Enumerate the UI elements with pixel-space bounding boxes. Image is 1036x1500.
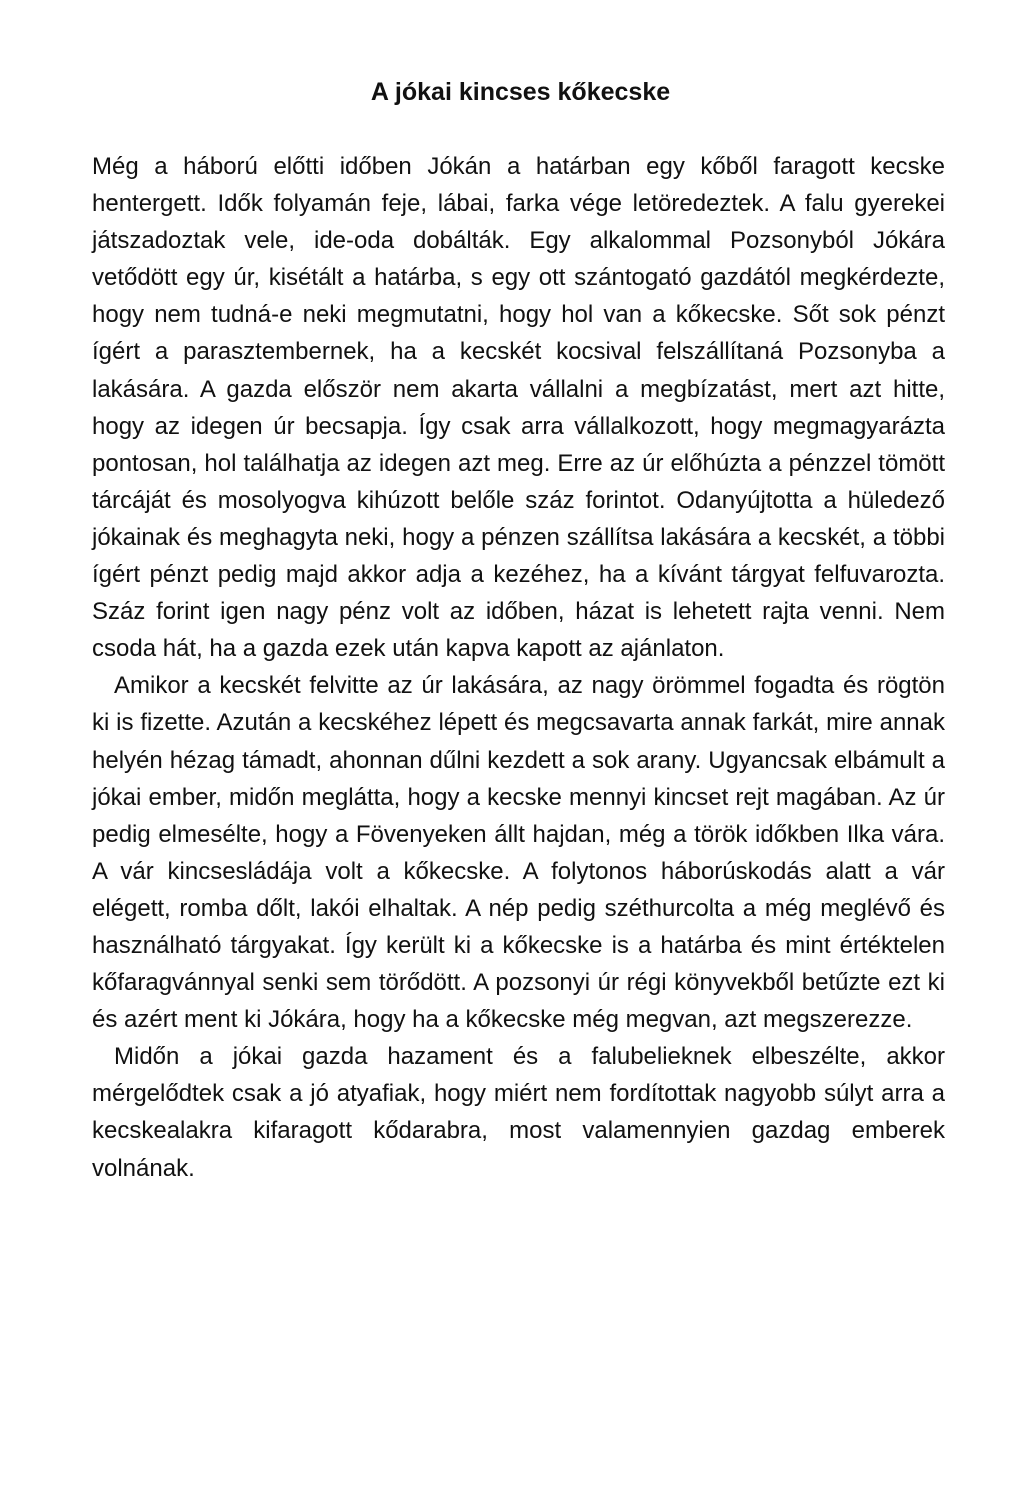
paragraph-1: Még a háború előtti időben Jókán a határban egy kőből faragott kecske hentergett. Idők folyamán feje, lábai, farka vége letöredeztek. A falu gyerekei játszadoztak vele, ide-oda dobálták. Egy alkalommal Pozsonyból Jókára vetődött egy úr, kisétált a határba, s egy ott szántogató gazdától megkérdezte, hogy nem tudná-e neki megmutatni, hogy hol van a kőkecske. Sőt sok pénzt ígért a parasztembernek, ha a kecskét kocsival felszállítaná Pozsonyba a lakására. A gazda először nem akarta vállalni a megbízatást, mert azt hitte, hogy az idegen úr becsapja. Így csak arra vállalkozott, hogy megmagyarázta pontosan, hol találhatja az idegen azt meg. Erre az úr előhúzta a pénzzel tömött tárcáját és mosolyogva kihúzott belőle száz forintot. Odanyújtotta a hüledező jókainak és meghagyta neki, hogy a pénzen szállítsa lakására a kecskét, a többi ígért pénzt pedig majd akkor adja a kezéhez, ha a kívánt tárgyat felfuvarozta. Száz forint igen nagy pénz volt az időben, házat is lehetett rajta venni. Nem csoda hát, ha a gazda ezek után kapva kapott az ajánlaton. xyxy=(92,153,945,663)
document-body xyxy=(92,148,945,1187)
paragraph-2: Amikor a kecskét felvitte az úr lakására, az nagy örömmel fogadta és rögtön ki is fizette. Azután a kecskéhez lépett és megcsavarta annak farkát, mire annak helyén hézag támadt, ahonnan dűlni kezdett a sok arany. Ugyancsak elbámult a jókai ember, midőn meglátta, hogy a kecske mennyi kincset rejt magában. Az úr pedig elmesélte, hogy a Fövenyeken állt hajdan, még a török időkben Ilka vára. A vár kincsesládája volt a kőkecske. A folytonos háborúskodás alatt a vár elégett, romba dőlt, lakói elhaltak. A nép pedig széthurcolta a még meglévő és használható tárgyakat. Így került ki a kőkecske is a határba és mint értéktelen kőfaragvánnyal senki sem törődött. A pozsonyi úr régi könyvekből betűzte ezt ki és azért ment ki Jókára, hogy ha a kőkecske még megvan, azt megszerezze. xyxy=(92,672,945,1034)
document-title: A jókai kincses kőkecske xyxy=(370,78,671,106)
document-content xyxy=(92,70,945,1187)
paragraph-3: Midőn a jókai gazda hazament és a falubelieknek elbeszélte, akkor mérgelődtek csak a jó atyafiak, hogy miért nem fordítottak nagyobb súlyt arra a kecskealakra kifaragott kődarabra, most valamennyien gazdag emberek volnának. xyxy=(92,1043,945,1182)
